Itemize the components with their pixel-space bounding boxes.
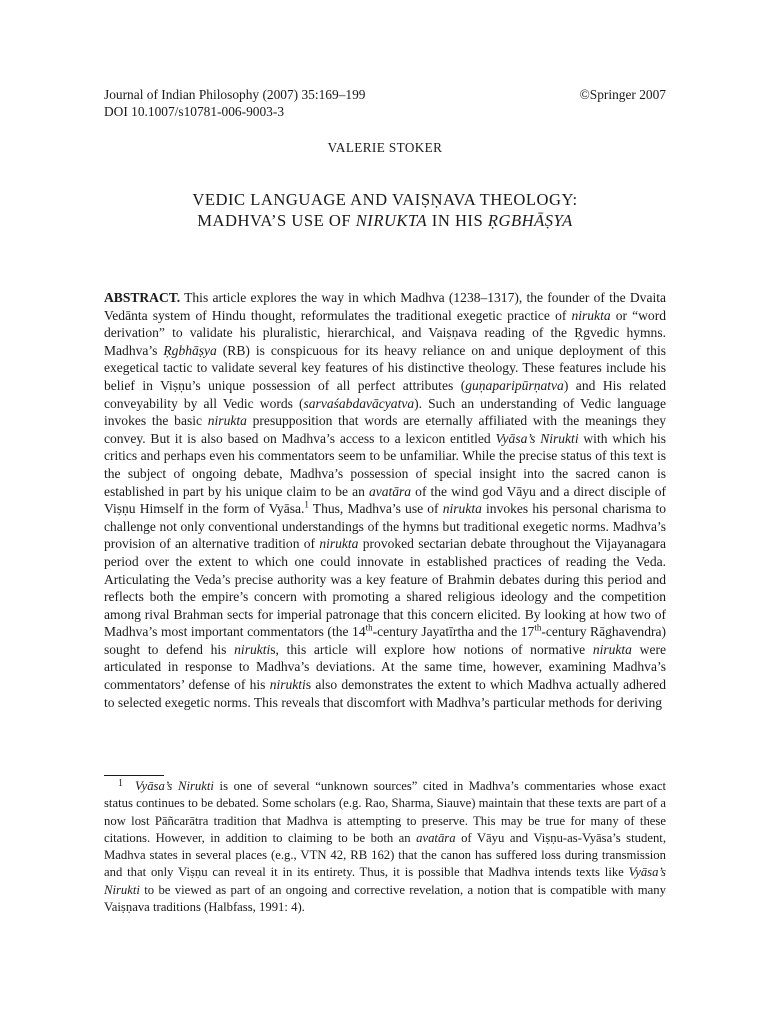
abstract-label: ABSTRACT. xyxy=(104,290,181,305)
article-title xyxy=(104,189,666,231)
abstract-superscript: 1 xyxy=(304,499,309,510)
title-line-2-pre: MADHVA’S USE OF xyxy=(197,211,356,230)
abstract-italic-term: Ṛgbhāṣya xyxy=(163,342,217,358)
footnote-italic-term: Vyāsa’s Nirukti xyxy=(135,779,214,793)
abstract-italic-term: nirukta xyxy=(207,413,247,429)
title-nirukta: NIRUKTA xyxy=(355,211,428,230)
abstract-text: s also demonstrates the extent to which Madhva actually adhered to selected exegetic norms. This reveals that discomfort with Madhva’s particular methods for deriving xyxy=(104,677,666,710)
abstract-text: This article explores the way in which Madhva (1238–1317), the founder of the Dvaita Vedānta system of Hindu thought, reformulates the traditional exegetic practice of xyxy=(104,290,666,323)
title-rgbhasya: ṚGBHĀṢYA xyxy=(487,211,573,230)
footnote-body xyxy=(104,779,666,914)
abstract-text: with which his critics and perhaps even his commentators seem to be unfamiliar. While the precise status of this text is the subject of ongoing debate, Madhva’s possession of special insight into the sacred canon is established in part by his unique claim to be an xyxy=(104,430,667,499)
abstract-paragraph xyxy=(104,289,666,711)
abstract-italic-term: nirukti xyxy=(269,677,306,693)
footnote-text: of Vāyu and Viṣṇu-as-Vyāsa’s student, Madhva states in several places (e.g., VTN 42, RB 162) that the canon has suffered loss during transmission and that only Viṣṇu can reveal it in its entirety. Thus, it is possible that Madhva intends texts like xyxy=(104,830,666,880)
abstract-text: or “word derivation” to validate his pluralistic, hierarchical, and Vaiṣṇava reading of the Ṛgvedic hymns. Madhva’s xyxy=(104,307,666,358)
footnote xyxy=(104,778,666,916)
abstract-italic-term: guṇaparipūrṇatva xyxy=(465,377,564,393)
author-name: VALERIE STOKER xyxy=(327,140,443,155)
abstract-text: ). Such an understanding of Vedic language invokes the basic xyxy=(104,395,666,429)
abstract-text: of the wind god Vāyu and a direct disciple of Viṣṇu Himself in the form of Vyāsa. xyxy=(104,483,666,517)
doi: DOI 10.1007/s10781-006-9003-3 xyxy=(104,104,285,119)
abstract-italic-term: Vyāsa’s Nirukti xyxy=(495,430,579,446)
footnote-number: 1 xyxy=(118,778,123,789)
abstract-text: -century Jayatīrtha and the 17 xyxy=(372,624,535,640)
abstract-text: Thus, Madhva’s use of xyxy=(308,501,443,517)
abstract-italic-term: nirukti xyxy=(234,641,271,657)
abstract-text: provoked sectarian debate throughout the Vijayanagara period over the extent to which one could innovate in established practices of reading the Veda. Articulating the Veda’s precise authority was a key feature of Brahmin debates during this period and reflects both the empire’s concern with promoting a shared religious ideology and the competition among rival Brahman sects for imperial patronage that this concern elicited. By looking at how two of Madhva’s most important commentators (the 14 xyxy=(104,536,666,640)
abstract-italic-term: nirukta xyxy=(319,536,359,552)
abstract-italic-term: nirukta xyxy=(592,641,632,657)
title-line-2 xyxy=(104,210,666,231)
title-line-1: VEDIC LANGUAGE AND VAIṢṆAVA THEOLOGY: xyxy=(192,190,578,209)
abstract-text: ) and His related conveyability by all Vedic words ( xyxy=(104,377,666,411)
abstract-text: were articulated in response to Madhva’s deviations. At the same time, however, examining Madhva’s commentators’ defense of his xyxy=(104,641,666,693)
journal-header-row xyxy=(104,86,666,103)
footnote-rule xyxy=(104,775,164,776)
abstract-italic-term: avatāra xyxy=(368,483,412,499)
abstract-text: (RB) is conspicuous for its heavy reliance on and unique deployment of this exegetical tactic to validate several key features of his distinctive theology. These features include his belief in Viṣṇu’s unique possession of all perfect attributes ( xyxy=(104,342,666,393)
abstract-superscript: th xyxy=(534,622,542,633)
abstract-superscript: th xyxy=(365,622,373,633)
footnote-italic-term: avatāra xyxy=(416,830,456,845)
abstract-text: presupposition that words are eternally affiliated with the meanings they convey. But it is also based on Madhva’s access to a lexicon entitled xyxy=(104,413,667,446)
abstract-text: invokes his personal charisma to challenge not only conventional understandings of the hymns but traditional exegetic norms. Madhva’s provision of an alternative tradition of xyxy=(104,501,666,552)
footnote-text: to be viewed as part of an ongoing and corrective revelation, a notion that is compatible with many Vaiṣṇava traditions (Halbfass, 1991: 4). xyxy=(104,882,666,915)
abstract-italic-term: nirukta xyxy=(442,501,482,517)
abstract-italic-term: nirukta xyxy=(571,307,611,323)
footnote-text: is one of several “unknown sources” cited in Madhva’s commentaries whose exact status continues to be debated. Some scholars (e.g. Rao, Sharma, Siauve) maintain that these texts are part of a now lost Pāñcarātra tradition that Madhva is attempting to preserve. This may be true for many of these citations. However, in addition to claiming to be both an xyxy=(104,779,666,845)
footnote-italic-term: Vyāsa’s Nirukti xyxy=(104,865,666,897)
abstract-body xyxy=(104,290,666,710)
abstract-text: -century Rāghavendra) sought to defend his xyxy=(104,624,667,657)
abstract-text: s, this article will explore how notions of normative xyxy=(270,641,593,657)
title-line-2-mid: IN HIS xyxy=(427,211,488,230)
doi-row xyxy=(104,103,666,120)
journal-citation: Journal of Indian Philosophy (2007) 35:169–199 xyxy=(104,87,366,102)
publisher-copyright: ©Springer 2007 xyxy=(579,87,666,102)
abstract-italic-term: sarvaśabdavācyatva xyxy=(303,395,415,411)
